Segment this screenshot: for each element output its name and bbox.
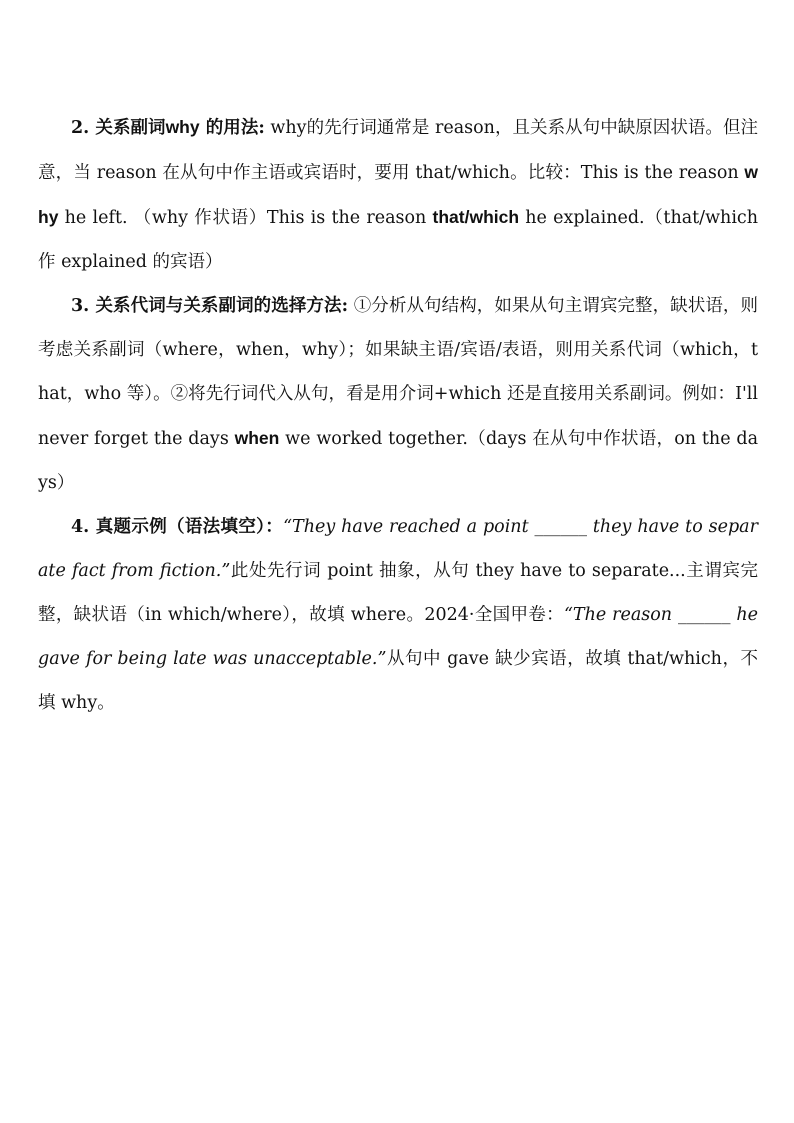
section-heading-suffix: 的用法:: [199, 118, 265, 138]
body-text: 此处先行词 point 抽象，从句 they have to separate...主谓宾完整，缺状语（in which/where），故填 where。2024·全国甲卷：: [38, 561, 758, 625]
body-text: why的先行词通常是 reason，且关系从句中缺原因状语。但注意，当 reason 在从句中作主语或宾语时，要用 that/which。比较：This is the reason: [38, 118, 758, 183]
body-text: he explained.（that/which 作 explained 的宾语）: [38, 208, 758, 272]
example-sentence-2: “The reason ______ he gave for being late was unacceptable.”: [38, 605, 758, 669]
section-heading-text: 关系副词: [95, 118, 166, 138]
heading-keyword-why: why: [165, 117, 200, 137]
emphasis-why: why: [38, 162, 758, 227]
section-heading-number: 2.: [71, 118, 96, 138]
paragraph-relative-adverb-why: [38, 105, 758, 284]
section-heading: 4. 真题示例（语法填空）：: [71, 517, 284, 537]
body-text: 从句中 gave 缺少宾语，故填 that/which，不填 why。: [38, 649, 759, 713]
emphasis-that-which: that/which: [432, 207, 520, 227]
example-sentence-1: “They have reached a point ______ they have to separate fact from fiction.”: [38, 517, 758, 581]
section-heading: 3. 关系代词与关系副词的选择方法:: [71, 296, 349, 316]
body-text: we worked together.（days 在从句中作状语，on the days）: [38, 429, 758, 493]
document-body: [38, 105, 758, 725]
body-text: ①分析从句结构，如果从句主谓宾完整，缺状语，则考虑关系副词（where，when，why）；如果缺主语/宾语/表语，则用关系代词（which，that，who 等）。②将先行词代入从句，看是用介词+which 还是直接用关系副词。例如：I'll never forget the days: [38, 296, 759, 449]
paragraph-selection-method: [38, 284, 758, 505]
emphasis-when: when: [234, 428, 280, 448]
body-text: he left. （why 作状语）This is the reason: [58, 208, 433, 228]
paragraph-exam-examples: [38, 505, 758, 725]
